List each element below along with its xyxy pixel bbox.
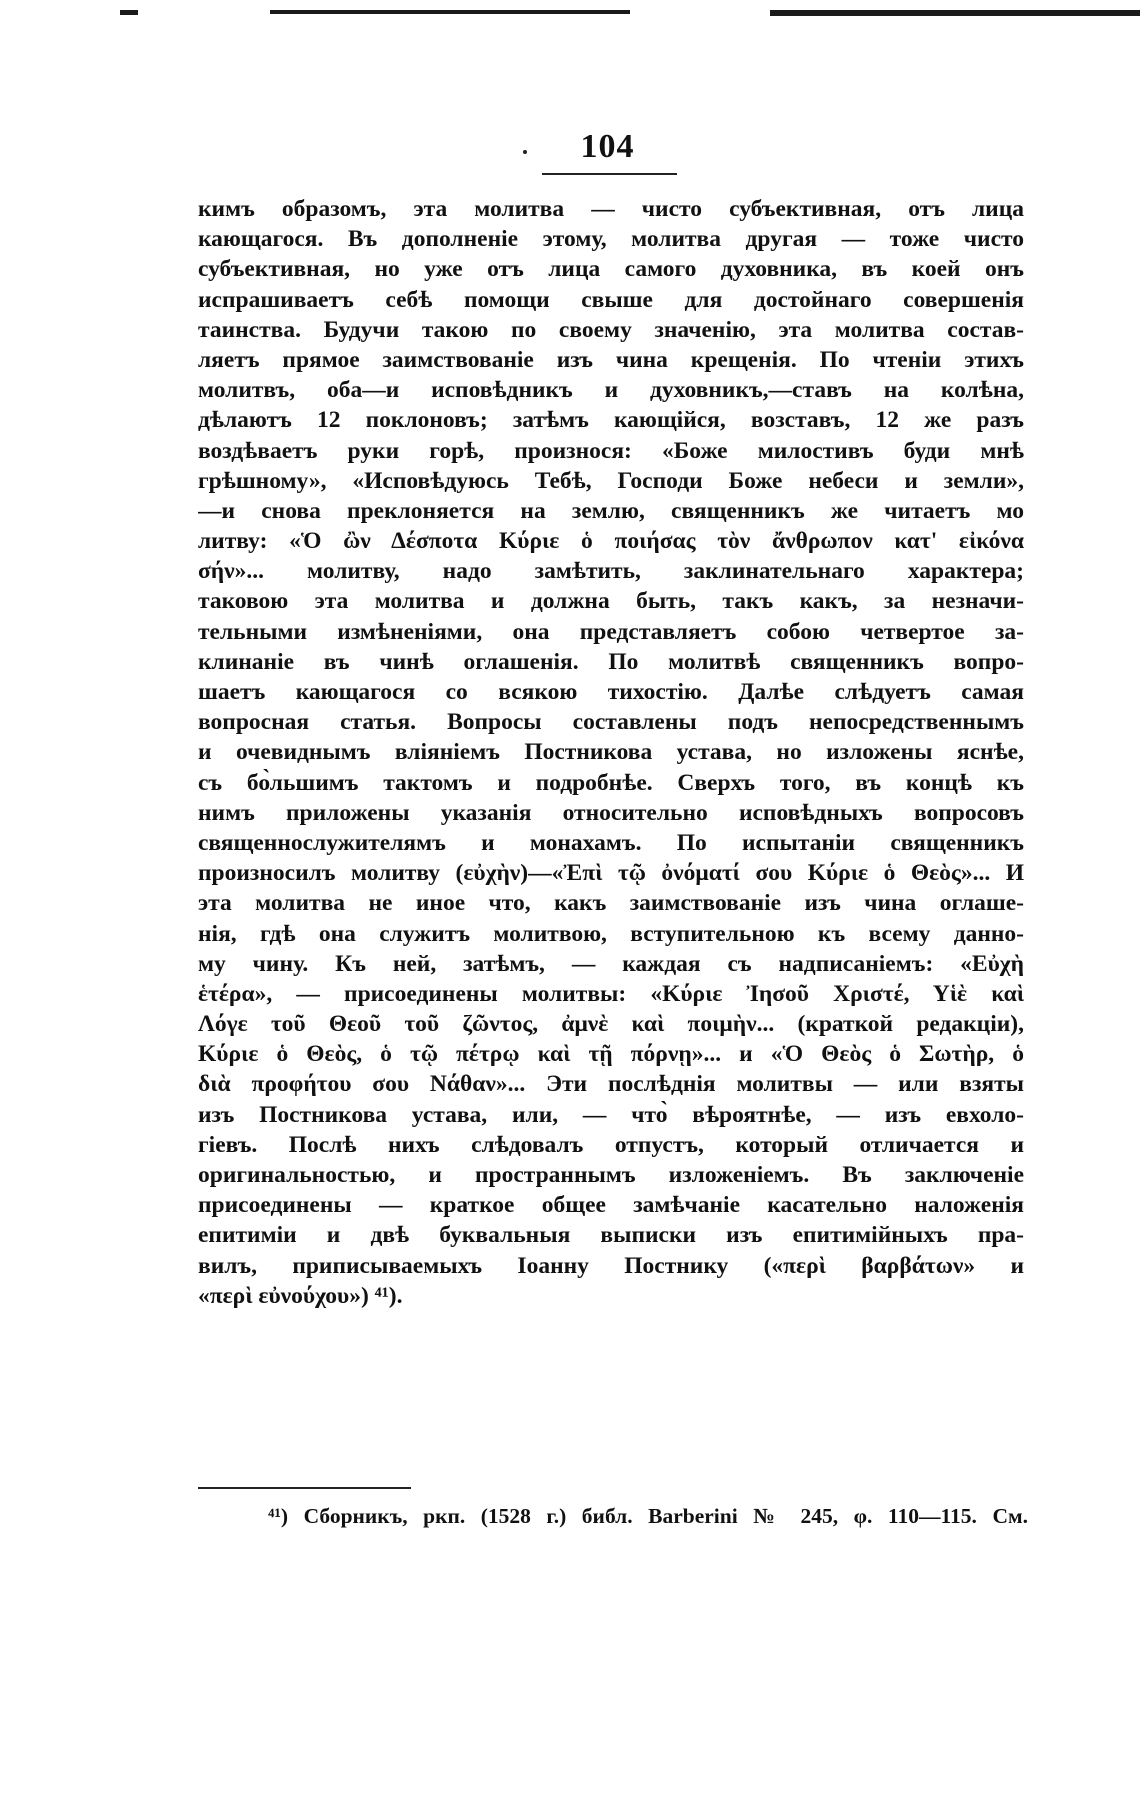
text-line: грѣшному», «Исповѣдуюсь Тебѣ, Господи Боже небеси и земли», [198,467,1024,494]
text-line: изъ Постникова устава, или, — что̀ вѣроятнѣе, — изъ евхоло- [198,1101,1024,1128]
text-line: произносилъ молитву (εὐχὴν)—«Ἐπὶ τῷ ὀνόματί σου Κύριε ὁ Θεὸς»... И [198,860,1024,887]
text-line: Λόγε τοῦ Θεοῦ τοῦ ζῶντος, ἀμνὲ καὶ ποιμὴν... (краткой редакціи), [198,1011,1024,1038]
text-line: молитвъ, оба—и исповѣдникъ и духовникъ,—ставъ на колѣна, [198,377,1024,404]
text-line: кимъ образомъ, эта молитва — чисто субъективная, отъ лица [198,196,1024,222]
text-line: литву: «Ὁ ὢν Δέσποτα Κύριε ὁ ποιήσας τὸν ἄνθρωπον κατ' εἰκόνα [198,528,1024,555]
text-line: вопросная статья. Вопросы составлены подъ непосредственнымъ [198,709,1024,736]
text-line: —и снова преклоняется на землю, священникъ же читаетъ мо [198,497,1024,524]
text-line: воздѣваетъ руки горѣ, произнося: «Боже милостивъ буди мнѣ [198,437,1024,464]
text-line: ἑτέρα», — присоединены молитвы: «Κύριε Ἰησοῦ Χριστέ, Υἱὲ καὶ [198,980,1024,1007]
page-number: 104 [580,128,635,165]
text-line: дѣлаютъ 12 поклоновъ; затѣмъ кающійся, возставъ, 12 же разъ [198,407,1024,434]
text-line: нія, гдѣ она служитъ молитвою, вступительною къ всему данно- [198,920,1024,947]
text-line: нимъ приложены указанія относительно исповѣдныхъ вопросовъ [198,799,1024,826]
text-line: священнослужителямъ и монахамъ. По испытаніи священникъ [198,829,1024,856]
text-line: διὰ προφήτου σου Νάθαν»... Эти послѣднія молитвы — или взяты [198,1071,1024,1098]
text-line: ляетъ прямое заимствованіе изъ чина крещенія. По чтеніи этихъ [198,346,1024,373]
text-line: испрашиваетъ себѣ помощи свыше для достойнаго совершенія [198,286,1024,313]
text-line: присоединены — краткое общее замѣчаніе касательно наложенія [198,1192,1024,1219]
text-line: и очевиднымъ вліяніемъ Постникова устава, но изложены яснѣе, [198,739,1024,766]
text-line: Κύριε ὁ Θεὸς, ὁ τῷ πέτρῳ καὶ τῇ πόρνῃ»... и «Ὁ Θεὸς ὁ Σωτὴρ, ὁ [198,1041,1024,1068]
text-line: эта молитва не иное что, какъ заимствованіе изъ чина оглаше- [198,890,1024,917]
text-line: съ бо̀льшимъ тактомъ и подробнѣе. Сверхъ того, въ концѣ къ [198,769,1024,796]
text-line: епитиміи и двѣ буквальныя выписки изъ епитимійныхъ пра- [198,1222,1024,1249]
top-edge-rule-right [770,10,1140,16]
text-line: клинаніе въ чинѣ оглашенія. По молитвѣ священникъ вопро- [198,648,1024,675]
text-line: гіевъ. Послѣ нихъ слѣдовалъ отпустъ, который отличается и [198,1131,1024,1158]
top-edge-rule-mid [270,10,630,14]
page-number-rule [542,173,677,175]
text-line: тельными измѣненіями, она представляетъ собою четвертое за- [198,618,1024,645]
text-line: кающагося. Въ дополненіе этому, молитва другая — тоже чисто [198,226,1024,253]
text-line: шаетъ кающагося со всякою тихостію. Далѣе слѣдуетъ самая [198,679,1024,705]
text-line-last: «περὶ εὐνούχου») ⁴¹). [198,1282,403,1309]
text-line: оригинальностью, и пространнымъ изложеніемъ. Въ заключеніе [198,1162,1024,1188]
body-text [198,194,1024,1311]
text-line: субъективная, но уже отъ лица самого духовника, въ коей онъ [198,256,1024,283]
text-line: му чину. Къ ней, затѣмъ, — каждая съ надписаніемъ: «Εὐχὴ [198,950,1024,977]
text-line: вилъ, приписываемыхъ Іоанну Постнику («περὶ βαρβάτων» и [198,1252,1024,1279]
text-line: σήν»... молитву, надо замѣтить, заклинательнаго характера; [198,558,1024,585]
text-line: таковою эта молитва и должна быть, такъ какъ, за незначи- [198,588,1024,615]
page-number-dot [523,150,527,154]
text-line: таинства. Будучи такою по своему значенію, эта молитва состав- [198,316,1024,343]
page-header [540,128,675,166]
footnote-rule [198,1487,411,1489]
top-edge-rule-left [120,10,138,15]
footnote: ⁴¹) Сборникъ, ркп. (1528 г.) библ. Barberini № 245, φ. 110—115. См. [268,1504,1028,1528]
